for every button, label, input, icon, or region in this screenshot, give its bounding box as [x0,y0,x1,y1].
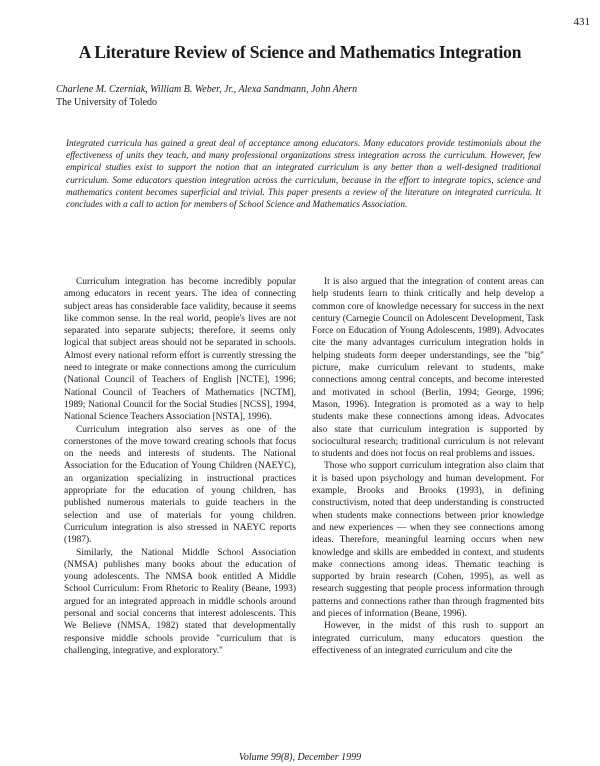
article-title: A Literature Review of Science and Mathematics Integration [78,42,522,62]
paragraph: Curriculum integration has become incredibly popular among educators in recent years. The idea of connecting subject areas has considerable face validity, because it seems like common sense. In the real world, people's lives are not separated into separate subjects; therefore, it seems only logical that subject areas should not be separated in schools. Almost every national reform effort is currently stressing the need to integrate or make connections among the curriculum (National Council of Teachers of English [NCTE], 1996; National Council of Teachers of Mathematics [NCTM], 1989; National Council for the Social Studies [NCSS], 1994, National Science Teachers Association [NSTA], 1996). [64,277,296,423]
page-number: 431 [573,16,590,28]
author-list: Charlene M. Czerniak, William B. Weber, Jr., Alexa Sandmann, John Ahern [56,84,358,95]
body-column-left [64,276,296,657]
journal-footer: Volume 99(8), December 1999 [238,752,362,763]
body-column-right [312,276,544,657]
paragraph: Similarly, the National Middle School Association (NMSA) publishes many books about the education of young adolescents. The NMSA book entitled A Middle School Curriculum: From Rhetoric to Reality (Beane, 1993) argued for an integrated approach in middle schools around personal and social concerns that interest adolescents. This We Believe (NMSA, 1982) stated that developmentally responsive middle schools provide "curriculum that is challenging, integrative, and exploratory." [64,547,296,656]
abstract: Integrated curricula has gained a great deal of acceptance among educators. Many educators provide testimonials about the effectiveness of units they teach, and many professional organizations stress integration across the curriculum. However, few empirical studies exist to support the notion that an integrated curriculum is any better than a well-designed traditional curriculum. Some educators question integration across the curriculum, because in the effort to integrate topics, science and mathematics content becomes superficial and trivial. This paper presents a review of the literature on integrated curricula. It concludes with a call to action for members of School Science and Mathematics Association. [66,138,541,210]
paragraph: It is also argued that the integration of content areas can help students learn to think critically and help develop a common core of knowledge necessary for success in the next century (Carnegie Council on Adolescent Development, Task Force on Education of Young Adolescents, 1989). Advocates cite the many advantages curriculum integration holds in helping students form deeper understandings, see the "big" picture, make curriculum relevant to students, make connections among central concepts, and become interested and motivated in school (Berlin, 1994; George, 1996; Mason, 1996). Integration is promoted as a way to help students make these connections among ideas. Advocates also state that curriculum integration is supported by sociocultural research; traditional curriculum is not relevant to students and does not focus on real problems and issues. [312,277,544,460]
affiliation: The University of Toledo [56,97,158,108]
paragraph: Curriculum integration also serves as one of the cornerstones of the move toward creating schools that focus on the needs and interests of students. The National Association for the Education of Young Children (NAEYC), an organization specializing in instructional practices appropriate for the education of young children, has published numerous materials to guide teachers in the selection and use of materials for young children. Curriculum integration is also stressed in NAEYC reports (1987). [64,424,296,546]
paragraph: Those who support curriculum integration also claim that it is based upon psychology and human development. For example, Brooks and Brooks (1993), in defining constructivism, noted that deep understanding is constructed when students make connections between prior knowledge and new experiences — when they see connections among ideas. Therefore, meaningful learning occurs when new knowledge and skills are embedded in context, and students make connections among ideas. Thematic teaching is supported by brain research (Cohen, 1995), as well as research suggesting that people process information through patterns and connections rather than through fragmented bits and pieces of information (Beane, 1996). [312,461,544,620]
paragraph: However, in the midst of this rush to support an integrated curriculum, many educators question the effectiveness of an integrated curriculum and cite the [312,621,544,656]
